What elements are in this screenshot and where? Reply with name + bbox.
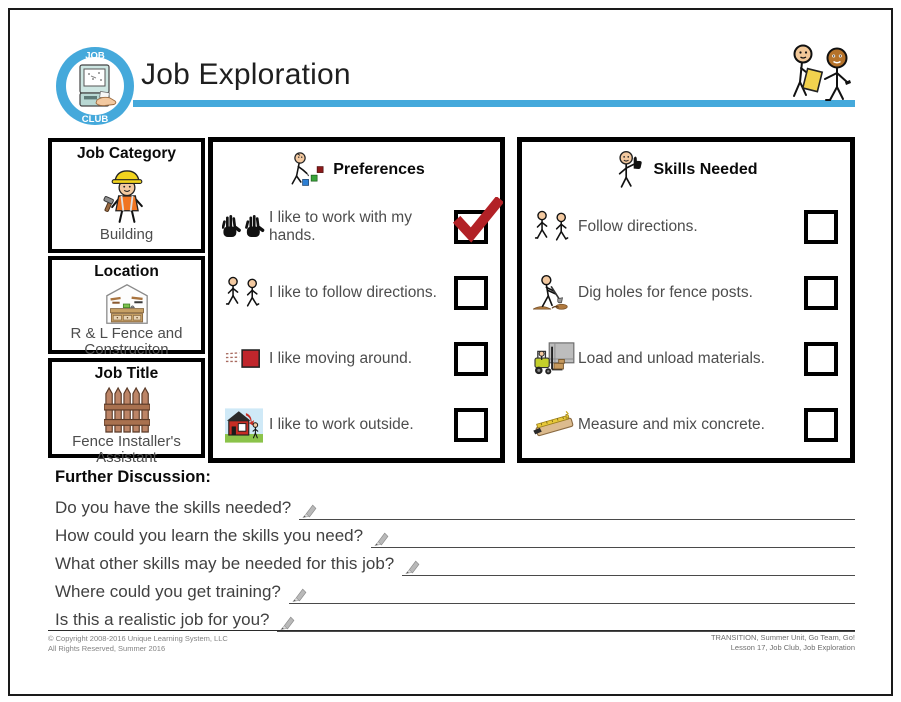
red-checkmark-icon [460,203,497,235]
walking-figures-icon [528,209,578,245]
pencil-icon [302,503,317,518]
copyright-line1: © Copyright 2008-2016 Unique Learning System, LLC [48,634,228,643]
preference-row-moving [213,326,500,392]
discussion-heading: Further Discussion: [55,468,211,486]
pencil-icon [292,587,307,602]
preference-row-hands [213,194,500,260]
skills-panel [517,137,855,463]
question-text: Is this a realistic job for you? [55,610,270,629]
answer-line[interactable] [289,579,855,604]
skill-checkbox-directions[interactable] [804,210,838,244]
preference-row-directions [213,260,500,326]
preference-text: I like to work outside. [269,416,414,434]
skill-checkbox-dig[interactable] [804,276,838,310]
answer-line[interactable] [299,495,855,520]
workshop-icon [104,282,150,326]
skills-header-row [522,142,850,194]
preference-text: I like moving around. [269,350,413,368]
house-outside-icon [219,408,269,443]
pref-checkbox-moving[interactable] [454,342,488,376]
location-value: R & L Fence and Construciton [70,324,183,359]
discussion-question-row [55,604,855,632]
skill-text: Follow directions. [578,218,698,236]
skill-text: Load and unload materials. [578,350,765,368]
hands-icon [219,214,269,240]
preference-row-outside [213,392,500,458]
discussion-question-row [55,492,855,520]
job-title-label: Job Title [94,365,159,382]
further-discussion-section [55,468,855,632]
skill-row-measure [522,392,850,458]
footer-divider [48,630,855,631]
job-club-logo-icon [55,46,135,126]
logo-top-text: JOB [85,50,105,62]
pref-checkbox-hands[interactable] [454,210,488,244]
header-underline [133,100,855,107]
question-text: What other skills may be needed for this job? [55,554,395,573]
lesson-line1: TRANSITION, Summer Unit, Go Team, Go! [710,633,855,642]
pencil-icon [280,615,295,630]
job-category-box [48,138,205,253]
thumbs-up-person-icon [614,150,644,190]
job-category-value: Building [99,226,154,244]
page-title: Job Exploration [141,58,351,91]
preference-text: I like to follow directions. [269,284,437,302]
question-text: Do you have the skills needed? [55,498,292,517]
lesson-reference-text [555,633,855,653]
walking-figures-icon [219,275,269,311]
question-text: How could you learn the skills you need? [55,526,364,545]
answer-line[interactable] [371,523,855,548]
answer-line[interactable] [402,551,855,576]
preferences-panel [208,137,505,463]
discussion-question-row [55,520,855,548]
skill-text: Dig holes for fence posts. [578,284,753,302]
pencil-icon [405,559,420,574]
pencil-icon [374,531,389,546]
pref-checkbox-outside[interactable] [454,408,488,442]
job-title-value: Fence Installer's Assistant [72,432,181,467]
skill-checkbox-load[interactable] [804,342,838,376]
skill-text: Measure and mix concrete. [578,416,765,434]
answer-line[interactable] [277,607,855,632]
construction-worker-icon [102,164,152,228]
go-team-people-icon [787,42,861,106]
logo-bottom-text: CLUB [81,114,109,125]
preferences-header: Preferences [333,161,425,178]
skill-row-directions [522,194,850,260]
lesson-line2: Lesson 17, Job Club, Job Exploration [730,643,855,653]
job-title-box [48,358,205,467]
skills-header: Skills Needed [653,161,758,178]
digging-icon [528,274,578,312]
pref-checkbox-directions[interactable] [454,276,488,310]
preferences-header-row [213,142,500,194]
skill-row-load [522,326,850,392]
copyright-text [48,634,228,654]
skill-row-dig [522,260,850,326]
discussion-question-row [55,576,855,604]
question-text: Where could you get training? [55,582,281,601]
measuring-tape-icon [528,410,578,440]
discussion-question-row [55,548,855,576]
location-box [48,256,205,359]
job-category-label: Job Category [76,145,177,162]
fence-icon [104,384,150,434]
forklift-icon [528,341,578,377]
person-choosing-icon [288,151,324,189]
skill-checkbox-measure[interactable] [804,408,838,442]
location-label: Location [94,263,159,280]
moving-square-icon [219,346,269,373]
preference-text: I like to work with my hands. [269,209,412,244]
copyright-line2: All Rights Reserved, Summer 2016 [48,644,166,654]
